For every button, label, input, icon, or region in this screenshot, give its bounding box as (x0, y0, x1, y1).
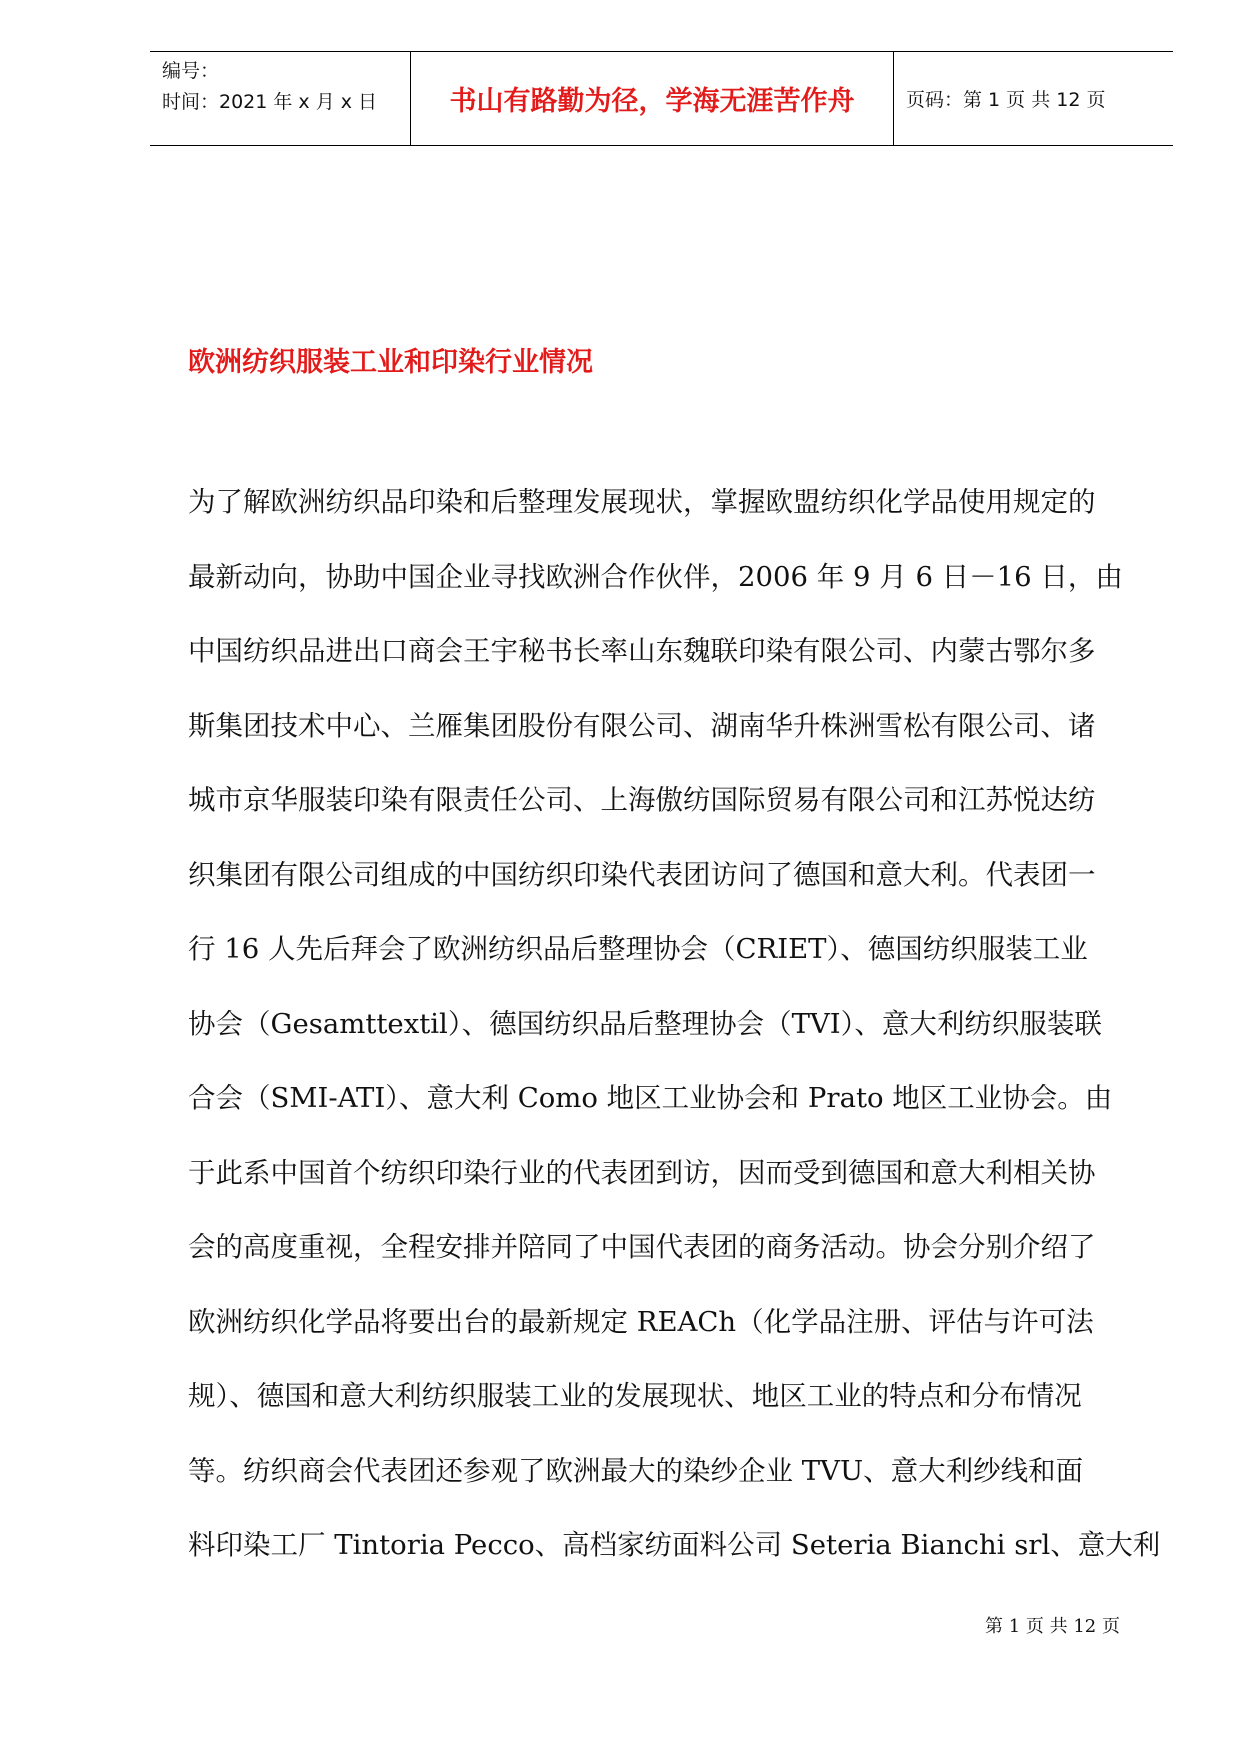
body-line: 等。纺织商会代表团还参观了欧洲最大的染纱企业 TVU、意大利纱线和面 (188, 1454, 1084, 1487)
body-line: 协会（Gesamttextil）、德国纺织品后整理协会（TVI）、意大利纺织服装联 (188, 1007, 1102, 1040)
header-divider (410, 52, 411, 145)
body-line: 合会（SMI-ATI）、意大利 Como 地区工业协会和 Prato 地区工业协会。由 (188, 1082, 1113, 1114)
page-footer: 第 1 页 共 12 页 (985, 1616, 1120, 1637)
body-line: 最新动向，协助中国企业寻找欧洲合作伙伴，2006 年 9 月 6 日－16 日，由 (188, 560, 1123, 593)
body-line: 中国纺织品进出口商会王宇秘书长率山东魏联印染有限公司、内蒙古鄂尔多 (188, 635, 1096, 667)
body-line: 城市京华服装印染有限责任公司、上海傲纺国际贸易有限公司和江苏悦达纺 (188, 784, 1096, 816)
header-page-info: 页码：第 1 页 共 12 页 (906, 89, 1106, 111)
body-line: 为了解欧洲纺织品印染和后整理发展现状，掌握欧盟纺织化学品使用规定的 (188, 486, 1096, 518)
body-line: 规）、德国和意大利纺织服装工业的发展现状、地区工业的特点和分布情况 (188, 1380, 1082, 1412)
document-date-label: 时间：2021 年 x 月 x 日 (162, 91, 378, 113)
header-divider (893, 52, 894, 145)
body-line: 行 16 人先后拜会了欧洲纺织品后整理协会（CRIET）、德国纺织服装工业 (188, 933, 1088, 965)
body-line: 斯集团技术中心、兰雁集团股份有限公司、湖南华升株洲雪松有限公司、诸 (188, 709, 1096, 742)
page-header (150, 51, 1173, 146)
document-number-label: 编号： (162, 60, 220, 82)
body-line: 欧洲纺织化学品将要出台的最新规定 REACh（化学品注册、评估与许可法 (188, 1305, 1094, 1338)
document-body (188, 484, 1161, 1602)
body-line: 织集团有限公司组成的中国纺织印染代表团访问了德国和意大利。代表团一 (188, 858, 1096, 891)
document-title: 欧洲纺织服装工业和印染行业情况 (188, 347, 593, 378)
header-motto: 书山有路勤为径，学海无涯苦作舟 (449, 86, 855, 117)
body-line: 料印染工厂 Tintoria Pecco、高档家纺面料公司 Seteria Bianchi srl、意大利 (188, 1529, 1161, 1561)
header-meta (162, 56, 377, 118)
body-line: 于此系中国首个纺织印染行业的代表团到访，因而受到德国和意大利相关协 (188, 1156, 1096, 1189)
body-line: 会的高度重视，全程安排并陪同了中国代表团的商务活动。协会分别介绍了 (188, 1231, 1096, 1263)
